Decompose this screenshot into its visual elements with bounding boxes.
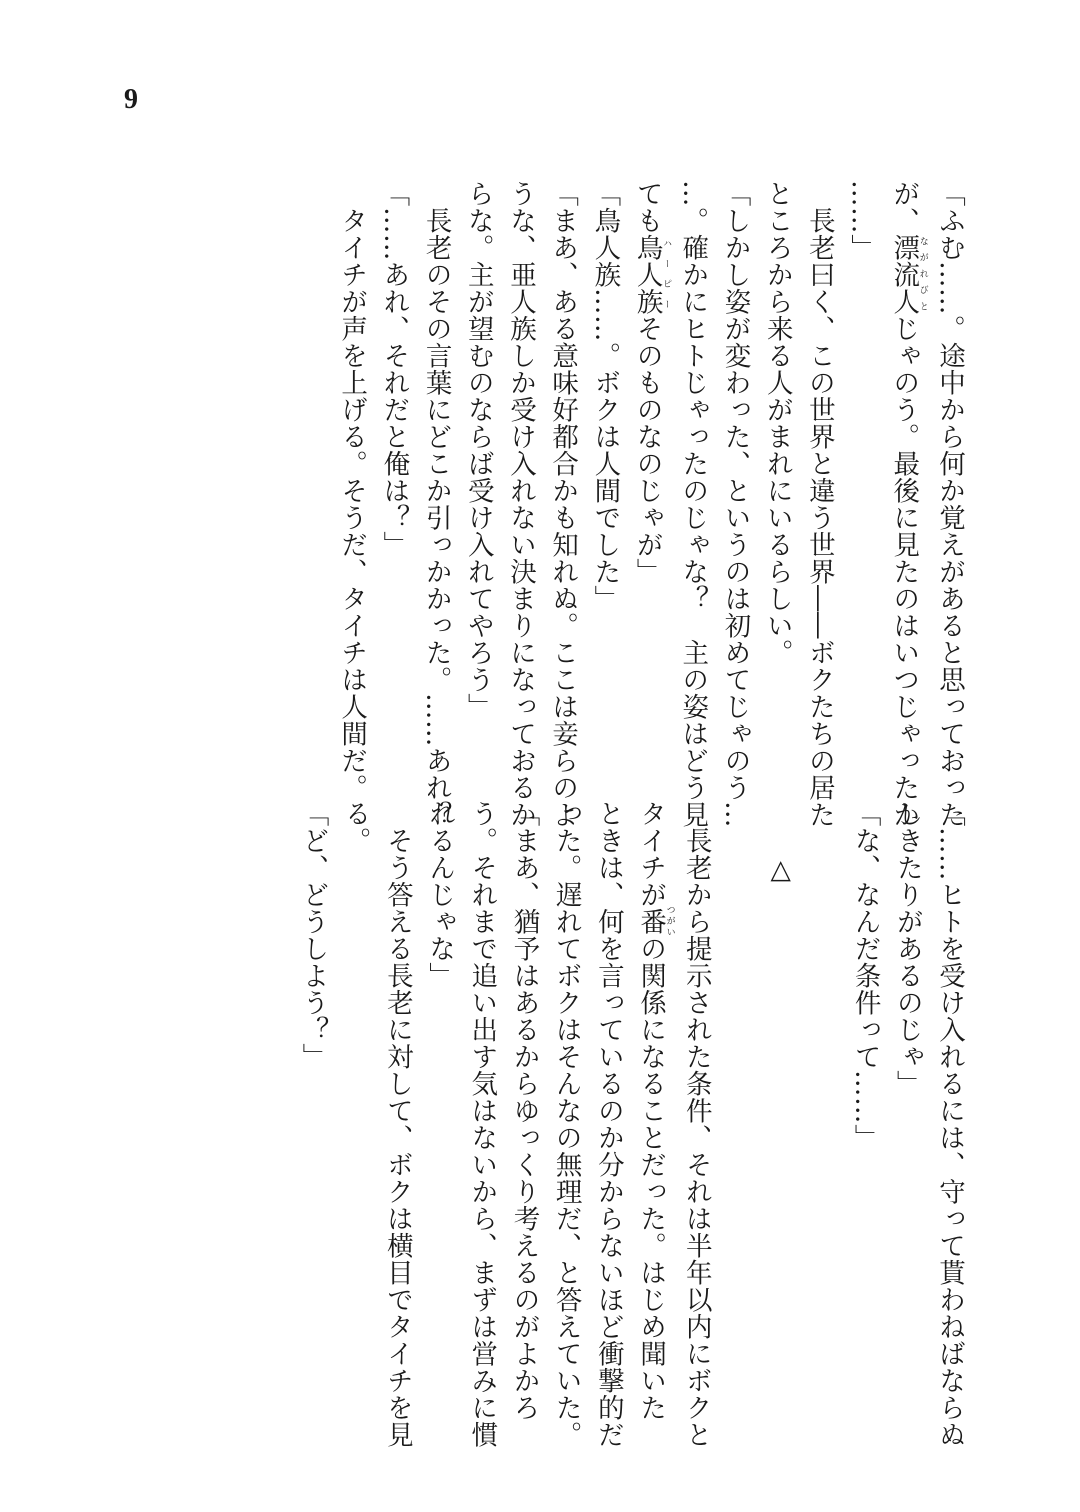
ruby-harpy [631,234,672,315]
text-line-with-ruby [625,180,671,740]
ruby-reading: ながれびと [917,234,928,315]
text-line: ……」 [846,180,878,261]
text-line: 「ど、どうしよう？」 [297,800,329,1070]
ruby-drifter [888,234,928,315]
text-line-with-ruby [882,180,928,828]
text-segment: タイチが [635,800,667,908]
ruby-reading: つがい [664,905,675,938]
text-line: 「な、なんだ条件って……」 [849,800,881,1151]
blank-line [717,800,759,1360]
text-line: 長老曰く、この世界と違う世界――ボクたちの居た [803,180,835,828]
text-line: うな、亜人族しか受け入れない決まりになっておるか [504,180,536,828]
text-line: 「まあ、ある意味好都合かも知れぬ。ここは妾らのよ [547,180,579,828]
text-line-with-ruby [629,800,675,1421]
text-line: 「……あれ、それだと俺は？」 [378,180,410,558]
text-block-lower [291,800,970,1448]
ruby-base: 漂流人 [888,234,920,315]
text-line: 「しかし姿が変わった、というのは初めてじゃのう… [719,180,751,828]
text-line: 「ふむ……。途中から何か覚えがあると思っておった [934,180,965,828]
scene-break-marker: △ [765,800,797,886]
text-segment: が、 [888,180,920,234]
blank-line [801,800,843,1360]
text-line: 「……ヒトを受け入れるには、守って貰わねばならぬ [934,800,965,1448]
text-line: 「鳥人族……。ボクは人間でした」 [589,180,621,612]
text-line: 長老のその言葉にどこか引っかかった。……あれ？ [420,180,452,828]
text-segment: の関係になることだった。はじめ聞いた [635,935,667,1421]
ruby-reading: ハーピー [661,234,672,315]
text-line: タイチが声を上げる。そうだ、タイチは人間だ。 [336,180,368,801]
text-line: らな。主が望むのならば受け入れてやろう」 [462,180,494,720]
text-segment: ても [631,180,663,234]
page-number: 9 [124,84,138,115]
text-line: 「まあ、猶予はあるからゆっくり考えるのがよかろ [508,800,540,1421]
text-line: る。 [339,800,371,854]
text-segment: じゃのう。最後に見たのはいつじゃったか [888,315,920,828]
text-line: …。確かにヒトじゃったのじゃな？ 主の姿はどう見 [677,180,709,828]
text-line: れるんじゃな」 [424,800,456,989]
text-line: う。それまで追い出す気はないから、まずは営みに慣 [466,800,498,1448]
text-block-upper [330,180,970,828]
text-line: 長老から提示された条件、それは半年以内にボクと [680,800,712,1448]
ruby-mate [635,905,675,938]
ruby-base: 鳥人族 [631,234,663,315]
text-line: そう答える長老に対して、ボクは横目でタイチを見 [381,800,413,1448]
text-line: しきたりがあるのじゃ」 [891,800,923,1097]
text-line: ときは、何を言っているのか分からないほど衝撃的だ [592,800,624,1448]
text-line: ところから来る人がまれにいるらしい。 [761,180,793,666]
ruby-base: 番 [635,905,667,938]
text-line: った。遅れてボクはそんなの無理だ、と答えていた。 [550,800,582,1448]
text-segment: そのものなのじゃが」 [631,315,663,585]
